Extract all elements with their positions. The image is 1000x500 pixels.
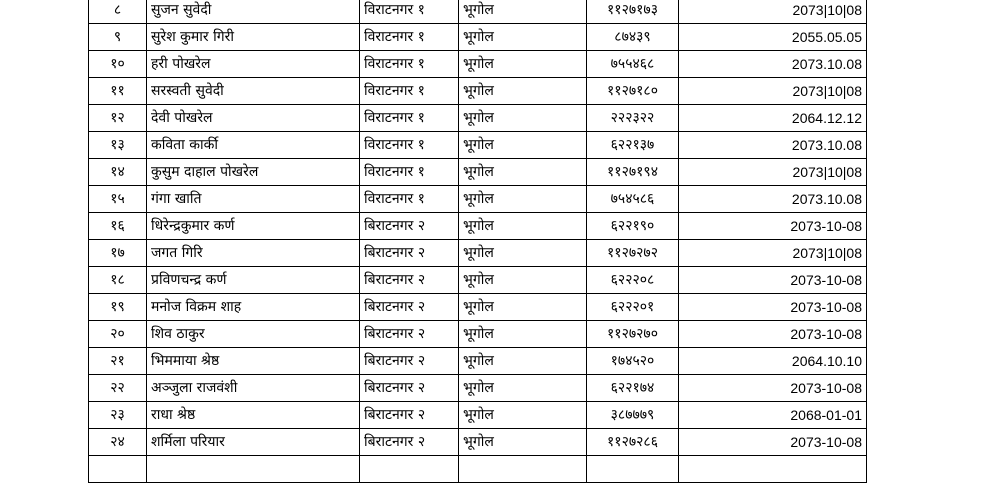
place-cell: बिराटनगर २	[360, 294, 459, 321]
serial-number-cell: ९	[89, 24, 147, 51]
subject-cell: भूगोल	[459, 321, 587, 348]
serial-number-cell: २३	[89, 402, 147, 429]
table-row	[89, 24, 867, 51]
id-number-cell: ६२२१३७	[587, 132, 679, 159]
table-row	[89, 186, 867, 213]
table-row	[89, 375, 867, 402]
table-row	[89, 402, 867, 429]
name-cell: शिव ठाकुर	[147, 321, 360, 348]
subject-cell: भूगोल	[459, 186, 587, 213]
name-cell: सरस्वती सुवेदी	[147, 78, 360, 105]
name-cell: भिममाया श्रेष्ठ	[147, 348, 360, 375]
table-row	[89, 321, 867, 348]
table-row	[89, 0, 867, 24]
date-cell: 2073|10|08	[679, 159, 867, 186]
date-cell: 2064.12.12	[679, 105, 867, 132]
serial-number-cell: १७	[89, 240, 147, 267]
serial-number-cell: १२	[89, 105, 147, 132]
id-number-cell: ७५४५८६	[587, 186, 679, 213]
name-cell: गंगा खाति	[147, 186, 360, 213]
name-cell: जगत गिरि	[147, 240, 360, 267]
record-table	[88, 0, 867, 483]
subject-cell: भूगोल	[459, 105, 587, 132]
name-cell: देवी पोखरेल	[147, 105, 360, 132]
name-cell: हरी पोखरेल	[147, 51, 360, 78]
table-row	[89, 78, 867, 105]
place-cell: बिराटनगर २	[360, 213, 459, 240]
place-cell: बिराटनगर २	[360, 267, 459, 294]
serial-number-cell	[89, 456, 147, 483]
id-number-cell: ११२७१९४	[587, 159, 679, 186]
id-number-cell	[587, 456, 679, 483]
table-row	[89, 105, 867, 132]
record-table-body	[89, 0, 867, 483]
subject-cell: भूगोल	[459, 51, 587, 78]
place-cell: विराटनगर १	[360, 0, 459, 24]
table-row	[89, 240, 867, 267]
serial-number-cell: १०	[89, 51, 147, 78]
id-number-cell: ६२२२०८	[587, 267, 679, 294]
subject-cell: भूगोल	[459, 429, 587, 456]
subject-cell: भूगोल	[459, 348, 587, 375]
date-cell: 2073|10|08	[679, 78, 867, 105]
table-row	[89, 348, 867, 375]
name-cell: सुजन सुवेदी	[147, 0, 360, 24]
table-row	[89, 213, 867, 240]
place-cell: बिराटनगर २	[360, 240, 459, 267]
place-cell: बिराटनगर २	[360, 429, 459, 456]
date-cell: 2068-01-01	[679, 402, 867, 429]
id-number-cell: ११२७२७०	[587, 321, 679, 348]
id-number-cell: ६२२१७४	[587, 375, 679, 402]
name-cell: प्रविणचन्द्र कर्ण	[147, 267, 360, 294]
serial-number-cell: १६	[89, 213, 147, 240]
name-cell	[147, 456, 360, 483]
place-cell: विराटनगर १	[360, 24, 459, 51]
place-cell	[360, 456, 459, 483]
name-cell: कुसुम दाहाल पोखरेल	[147, 159, 360, 186]
table-row	[89, 51, 867, 78]
serial-number-cell: ११	[89, 78, 147, 105]
name-cell: कविता कार्की	[147, 132, 360, 159]
date-cell: 2055.05.05	[679, 24, 867, 51]
serial-number-cell: १३	[89, 132, 147, 159]
date-cell: 2073|10|08	[679, 0, 867, 24]
date-cell: 2064.10.10	[679, 348, 867, 375]
subject-cell: भूगोल	[459, 267, 587, 294]
id-number-cell: ३८७७७९	[587, 402, 679, 429]
place-cell: बिराटनगर २	[360, 321, 459, 348]
id-number-cell: ११२७२७२	[587, 240, 679, 267]
date-cell: 2073.10.08	[679, 132, 867, 159]
subject-cell: भूगोल	[459, 375, 587, 402]
place-cell: विराटनगर १	[360, 51, 459, 78]
id-number-cell: ८७४३९	[587, 24, 679, 51]
date-cell: 2073-10-08	[679, 294, 867, 321]
id-number-cell: ११२७२८६	[587, 429, 679, 456]
id-number-cell: ७५५४६८	[587, 51, 679, 78]
table-row	[89, 429, 867, 456]
subject-cell: भूगोल	[459, 402, 587, 429]
date-cell: 2073-10-08	[679, 375, 867, 402]
subject-cell: भूगोल	[459, 78, 587, 105]
table-row	[89, 294, 867, 321]
subject-cell: भूगोल	[459, 159, 587, 186]
subject-cell: भूगोल	[459, 24, 587, 51]
date-cell: 2073-10-08	[679, 213, 867, 240]
name-cell: सुरेश कुमार गिरी	[147, 24, 360, 51]
name-cell: राधा श्रेष्ठ	[147, 402, 360, 429]
date-cell: 2073-10-08	[679, 267, 867, 294]
subject-cell: भूगोल	[459, 132, 587, 159]
date-cell: 2073.10.08	[679, 51, 867, 78]
date-cell: 2073.10.08	[679, 186, 867, 213]
serial-number-cell: २४	[89, 429, 147, 456]
serial-number-cell: १९	[89, 294, 147, 321]
serial-number-cell: २१	[89, 348, 147, 375]
serial-number-cell: २०	[89, 321, 147, 348]
id-number-cell: १७४५२०	[587, 348, 679, 375]
serial-number-cell: ८	[89, 0, 147, 24]
place-cell: विराटनगर १	[360, 186, 459, 213]
id-number-cell: ११२७१७३	[587, 0, 679, 24]
subject-cell: भूगोल	[459, 294, 587, 321]
place-cell: विराटनगर १	[360, 78, 459, 105]
subject-cell: भूगोल	[459, 0, 587, 24]
subject-cell: भूगोल	[459, 240, 587, 267]
date-cell: 2073-10-08	[679, 321, 867, 348]
table-row-partial	[89, 456, 867, 483]
table-row	[89, 159, 867, 186]
id-number-cell: ६२२२०१	[587, 294, 679, 321]
place-cell: बिराटनगर २	[360, 348, 459, 375]
id-number-cell: २२२३२२	[587, 105, 679, 132]
date-cell: 2073-10-08	[679, 429, 867, 456]
serial-number-cell: १४	[89, 159, 147, 186]
serial-number-cell: १५	[89, 186, 147, 213]
table-row	[89, 267, 867, 294]
serial-number-cell: १८	[89, 267, 147, 294]
name-cell: अञ्जुला राजवंशी	[147, 375, 360, 402]
name-cell: शर्मिला परियार	[147, 429, 360, 456]
place-cell: बिराटनगर २	[360, 402, 459, 429]
subject-cell	[459, 456, 587, 483]
id-number-cell: ६२२१९०	[587, 213, 679, 240]
date-cell	[679, 456, 867, 483]
name-cell: मनोज विक्रम शाह	[147, 294, 360, 321]
name-cell: धिरेन्द्रकुमार कर्ण	[147, 213, 360, 240]
place-cell: बिराटनगर २	[360, 375, 459, 402]
place-cell: विराटनगर १	[360, 105, 459, 132]
id-number-cell: ११२७१८०	[587, 78, 679, 105]
date-cell: 2073|10|08	[679, 240, 867, 267]
table-row	[89, 132, 867, 159]
place-cell: विराटनगर १	[360, 159, 459, 186]
serial-number-cell: २२	[89, 375, 147, 402]
place-cell: विराटनगर १	[360, 132, 459, 159]
subject-cell: भूगोल	[459, 213, 587, 240]
